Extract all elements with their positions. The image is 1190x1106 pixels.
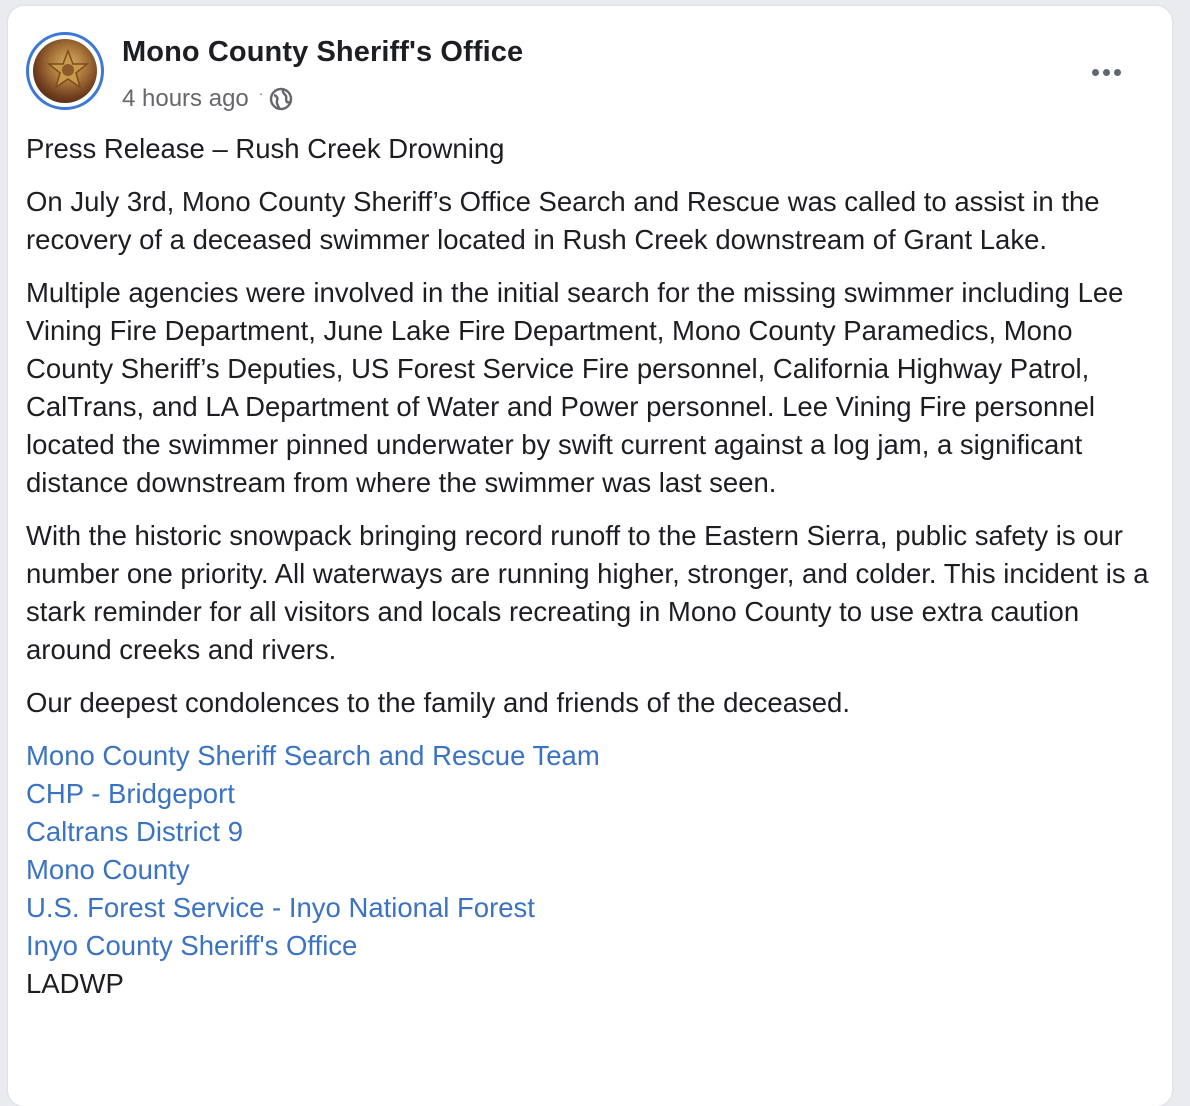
dot-icon	[1103, 69, 1110, 76]
globe-icon[interactable]	[269, 87, 293, 111]
dot-icon	[1092, 69, 1099, 76]
post-paragraph: Multiple agencies were involved in the initial search for the missing swimmer including Lee Vining Fire Department, June Lake Fire Department, Mono County Paramedics, Mono County Sheriff’s Deputies, US Forest Service Fire personnel, California Highway Patrol, CalTrans, and LA Department of Water and Power personnel. Lee Vining Fire personnel located the swimmer pinned underwater by swift current against a log jam, a significant distance downstream from where the swimmer was last seen.	[26, 277, 1124, 498]
tag-link-inyo-sheriff[interactable]: Inyo County Sheriff's Office	[26, 930, 358, 961]
post-card	[8, 6, 1172, 1106]
timestamp[interactable]: 4 hours ago	[122, 85, 249, 112]
dot-icon	[1114, 69, 1121, 76]
tag-link-mono-county[interactable]: Mono County	[26, 854, 190, 885]
sheriff-badge-icon	[33, 39, 97, 103]
tag-list	[26, 737, 1156, 1003]
tag-text-ladwp: LADWP	[26, 968, 124, 999]
tag-link-usfs-inyo[interactable]: U.S. Forest Service - Inyo National Forest	[26, 892, 535, 923]
post-title-line: Press Release – Rush Creek Drowning	[26, 133, 505, 164]
more-options-button[interactable]	[1082, 52, 1130, 92]
post-paragraph: Our deepest condolences to the family and friends of the deceased.	[26, 687, 850, 718]
post-body	[26, 130, 1156, 1003]
post-meta	[122, 84, 293, 114]
post-paragraph: On July 3rd, Mono County Sheriff’s Office Search and Rescue was called to assist in the recovery of a deceased swimmer located in Rush Creek downstream of Grant Lake.	[26, 186, 1100, 255]
avatar[interactable]	[26, 32, 104, 110]
tag-link-chp-bridgeport[interactable]: CHP - Bridgeport	[26, 778, 235, 809]
tag-link-caltrans-district-9[interactable]: Caltrans District 9	[26, 816, 243, 847]
tag-link-sar-team[interactable]: Mono County Sheriff Search and Rescue Team	[26, 740, 600, 771]
page-name[interactable]: Mono County Sheriff's Office	[122, 36, 524, 68]
post-header	[8, 6, 1172, 126]
star-icon	[47, 49, 89, 91]
meta-separator: ·	[258, 85, 264, 101]
post-paragraph: With the historic snowpack bringing record runoff to the Eastern Sierra, public safety is our number one priority. All waterways are running higher, stronger, and colder. This incident is a stark reminder for all visitors and locals recreating in Mono County to use extra caution around creeks and rivers.	[26, 520, 1149, 665]
